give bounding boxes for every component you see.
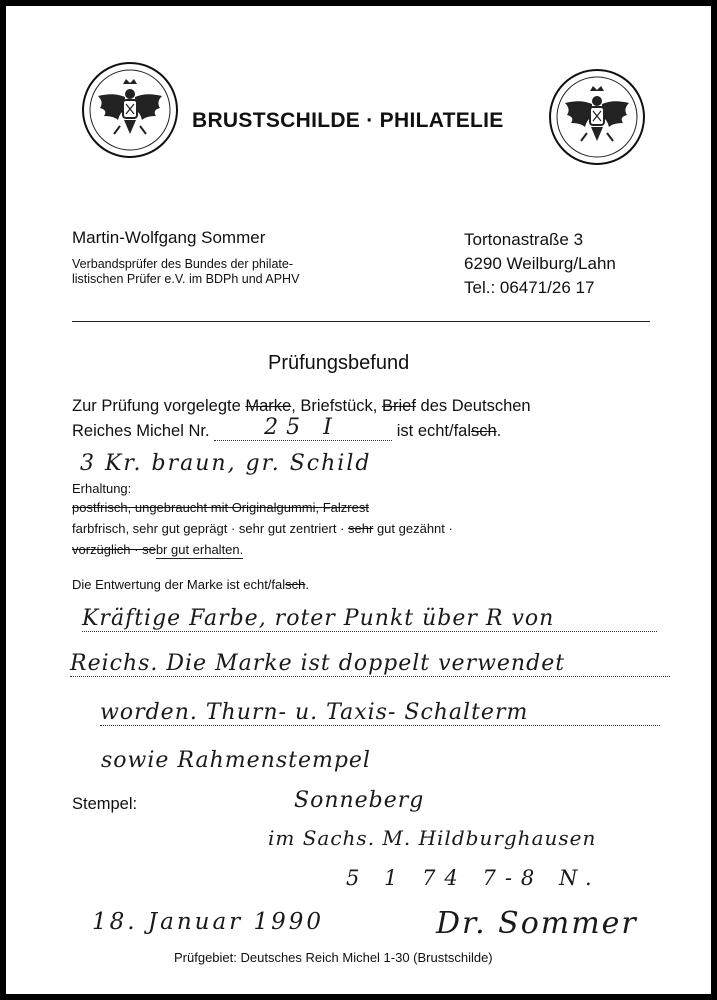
stempel-line: Sonneberg [294, 788, 425, 813]
divider [72, 321, 650, 322]
eagle-seal-icon [549, 69, 645, 165]
stempel-line: 5 1 74 7-8 N. [346, 866, 601, 890]
condition-label: Erhaltung: [72, 481, 132, 496]
certificate-sheet [6, 6, 711, 994]
intro-line [72, 397, 531, 416]
reich-prefix: Reiches Michel Nr. [72, 422, 210, 440]
intro-text: , Briefstück, [291, 397, 378, 415]
intro-text: des Deutschen [420, 397, 531, 415]
stempel-label: Stempel: [72, 795, 138, 813]
signature: Dr. Sommer [436, 906, 638, 941]
report-title: Prüfungsbefund [268, 352, 410, 374]
michel-number: 25 I [264, 415, 340, 440]
condition-text: gut gezähnt · [376, 521, 453, 536]
examiner-description [72, 257, 299, 287]
examiner-desc-line: Verbandsprüfer des Bundes der philate- [72, 257, 293, 271]
remark-line: sowie Rahmenstempel [101, 748, 371, 773]
stempel-line: im Sachs. M. Hildburghausen [268, 826, 597, 850]
address-phone: Tel.: 06471/26 17 [464, 278, 595, 297]
eagle-seal-icon [82, 62, 178, 158]
address-city: 6290 Weilburg/Lahn [464, 254, 616, 273]
brand-title: BRUSTSCHILDE · PHILATELIE [192, 109, 504, 132]
examiner-desc-line: listischen Prüfer e.V. im BDPh und APHV [72, 272, 300, 286]
michel-line [72, 415, 502, 441]
struck-brief: Brief [382, 397, 416, 415]
remark-line: Kräftige Farbe, roter Punkt über R von [82, 606, 657, 632]
echt-text: ist echt/fal [396, 422, 472, 440]
condition-text: br gut erhalten. [155, 542, 244, 557]
condition-struck-sehr: sehr [348, 521, 374, 536]
condition-struck-vorzueglich: vorzüglich · se [72, 542, 156, 557]
address-street: Tortonastraße 3 [464, 230, 584, 249]
remark-line: worden. Thurn- u. Taxis- Schalterm [100, 700, 660, 726]
echt-struck: sch [471, 422, 497, 440]
cancel-line [72, 577, 309, 592]
cancel-text: Die Entwertung der Marke ist echt/fal [72, 577, 286, 592]
date: 18. Januar 1990 [92, 909, 324, 935]
cancel-end: . [305, 577, 310, 592]
condition-line3 [72, 542, 243, 557]
intro-text: Zur Prüfung vorgelegte [72, 397, 241, 415]
michel-number-field [214, 415, 392, 441]
footer-text: Prüfgebiet: Deutsches Reich Michel 1-30 (Brustschilde) [174, 950, 493, 965]
examiner-name: Martin-Wolfgang Sommer [72, 228, 266, 247]
cancel-struck: sch [285, 577, 306, 592]
address-block [464, 228, 616, 300]
remark-line: Reichs. Die Marke ist doppelt verwendet [70, 651, 670, 677]
struck-marke: Marke [245, 397, 292, 415]
condition-text: farbfrisch, sehr gut geprägt · sehr gut zentriert · [72, 521, 345, 536]
item-description: 3 Kr. braun, gr. Schild [80, 451, 372, 476]
condition-struck: postfrisch, ungebraucht mit Originalgummi, Falzrest [72, 500, 369, 515]
echt-end: . [496, 422, 502, 440]
condition-line2 [72, 521, 453, 536]
